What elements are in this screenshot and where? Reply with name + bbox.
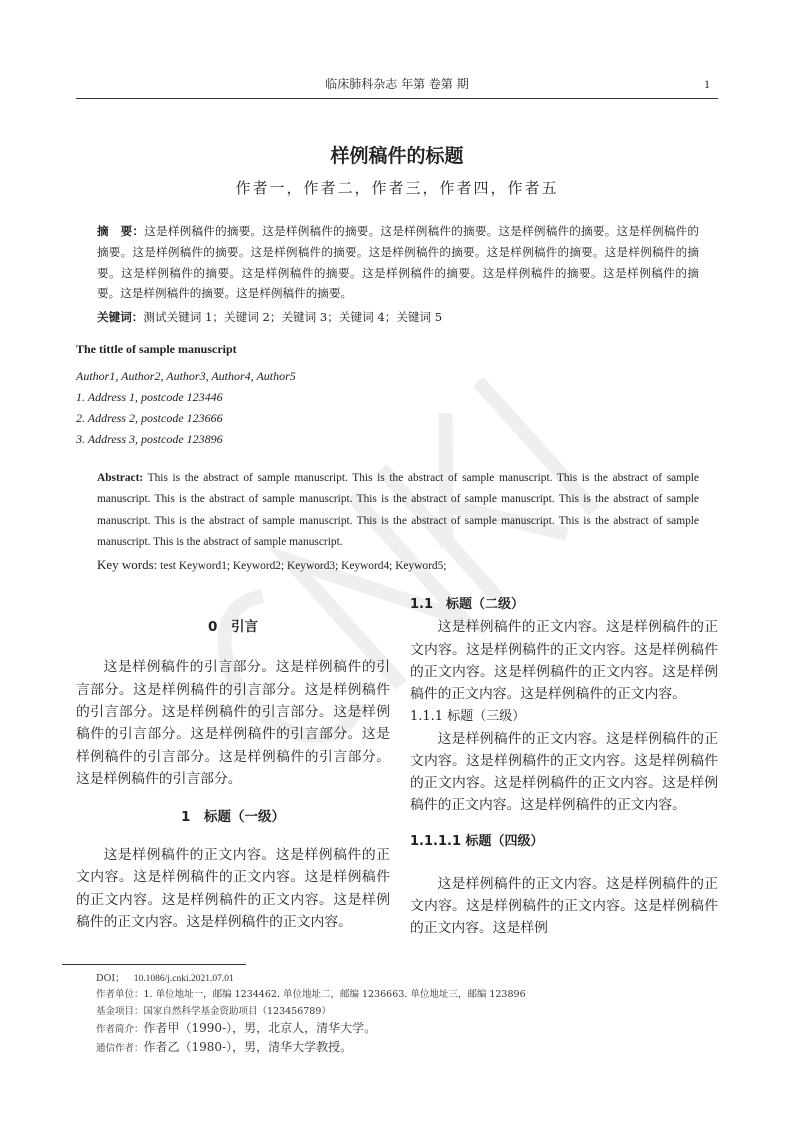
section-heading-1: 1 标题（一级）	[181, 809, 285, 826]
paper-title: 样例稿件的标题	[330, 145, 464, 167]
abstract-en-text: This is the abstract of sample manuscript. This is the abstract of sample manuscript. This is the abstract of sample manuscript. This is the abstract of sample manuscript. This is the abstract of sample manuscript. This is the abstract of sample manuscript. This is the abstract of sample manuscript. This is the abstract of sample manuscript. This is the abstract of sample manuscript. This is the abstract of sample manuscript.	[97, 472, 699, 549]
corresponding-author	[96, 1039, 718, 1058]
english-authors: Author1, Author2, Author3, Author4, Author5	[76, 369, 296, 384]
section-1-1-1-paragraph: 这是样例稿件的正文内容。这是样例稿件的正文内容。这是样例稿件的正文内容。这是样例稿件的正文内容。这是样例稿件的正文内容。这是样例稿件的正文内容。这是样例稿件的正文内容。	[410, 730, 718, 814]
section-heading-1-1-1-1: 1.1.1.1 标题（四级）	[410, 833, 544, 849]
section-heading-intro: 0 引言	[208, 619, 258, 636]
keywords-cn-text: 测试关键词 1；关键词 2；关键词 3；关键词 4；关键词 5	[143, 310, 443, 325]
abstract-en-label: Abstract:	[97, 472, 144, 485]
section-1-1-paragraph: 这是样例稿件的正文内容。这是样例稿件的正文内容。这是样例稿件的正文内容。这是样例稿件的正文内容。这是样例稿件的正文内容。这是样例稿件的正文内容。这是样例稿件的正文内容。	[410, 619, 718, 703]
doi-line	[96, 971, 718, 988]
section-heading-1-1: 1.1 标题（二级）	[410, 597, 525, 613]
keywords-en-label: Key words:	[97, 557, 158, 573]
section-heading-1-1-1: 1.1.1 标题（三级）	[410, 708, 526, 724]
footnote-divider	[62, 964, 246, 965]
abstract-cn-label: 摘 要：	[97, 224, 145, 238]
english-authors-block	[76, 366, 718, 450]
address: 1. Address 1, postcode 123446	[76, 390, 223, 405]
intro-paragraph: 这是样例稿件的引言部分。这是样例稿件的引言部分。这是样例稿件的引言部分。这是样例稿件的引言部分。这是样例稿件的引言部分。这是样例稿件的引言部分。这是样例稿件的引言部分。这是样例稿件的引言部分。这是样例稿件的引言部分。这是样例稿件的引言部分。	[76, 659, 390, 787]
doi-label: DOI；	[96, 972, 125, 984]
corr-label: 通信作者：	[96, 1042, 144, 1054]
fund: 基金项目：国家自然科学基金资助项目（123456789）	[96, 1005, 331, 1017]
address: 2. Address 2, postcode 123666	[76, 411, 223, 426]
section-1-1-1-1-paragraph: 这是样例稿件的正文内容。这是样例稿件的正文内容。这是样例稿件的正文内容。这是样例稿件的正文内容。这是样例	[410, 875, 718, 937]
journal-name: 临床肺科杂志 年第 卷第 期	[325, 77, 469, 91]
abstract-cn	[97, 221, 699, 304]
author-list: 作者一，作者二，作者三，作者四，作者五	[235, 179, 559, 197]
abstract-cn-text: 这是样例稿件的摘要。这是样例稿件的摘要。这是样例稿件的摘要。这是样例稿件的摘要。这是样例稿件的摘要。这是样例稿件的摘要。这是样例稿件的摘要。这是样例稿件的摘要。这是样例稿件的摘要。这是样例稿件的摘要。这是样例稿件的摘要。这是样例稿件的摘要。这是样例稿件的摘要。这是样例稿件的摘要。这是样例稿件的摘要。这是样例稿件的摘要。这是样例稿件的摘要。	[97, 224, 699, 301]
footnotes	[96, 971, 718, 1058]
keywords-cn	[97, 308, 718, 326]
page-number: 1	[704, 77, 710, 91]
author-bio	[96, 1020, 718, 1039]
section-1-paragraph: 这是样例稿件的正文内容。这是样例稿件的正文内容。这是样例稿件的正文内容。这是样例稿件的正文内容。这是样例稿件的正文内容。这是样例稿件的正文内容。这是样例稿件的正文内容。	[76, 847, 390, 931]
doi-value: 10.1086/j.cnki.2021.07.01	[133, 973, 234, 984]
address: 3. Address 3, postcode 123896	[76, 432, 223, 447]
english-title: The tittle of sample manuscript	[76, 342, 237, 357]
bio-label: 作者简介：	[96, 1024, 144, 1036]
affiliation: 作者单位：1. 单位地址一，邮编 1234462. 单位地址二，邮编 1236663. 单位地址三，邮编 123896	[96, 989, 526, 1001]
right-column	[410, 594, 718, 939]
bio-text: 作者甲（1990-），男，北京人，清华大学。	[143, 1021, 377, 1036]
abstract-en	[97, 468, 699, 553]
body-columns	[76, 594, 718, 939]
keywords-en	[97, 555, 718, 576]
running-header	[76, 74, 718, 99]
left-column	[76, 594, 390, 939]
keywords-cn-label: 关键词：	[97, 310, 144, 325]
keywords-en-text: test Keyword1; Keyword2; Keyword3; Keyword4; Keyword5;	[160, 560, 447, 573]
corr-text: 作者乙（1980-），男，清华大学教授。	[143, 1039, 353, 1054]
